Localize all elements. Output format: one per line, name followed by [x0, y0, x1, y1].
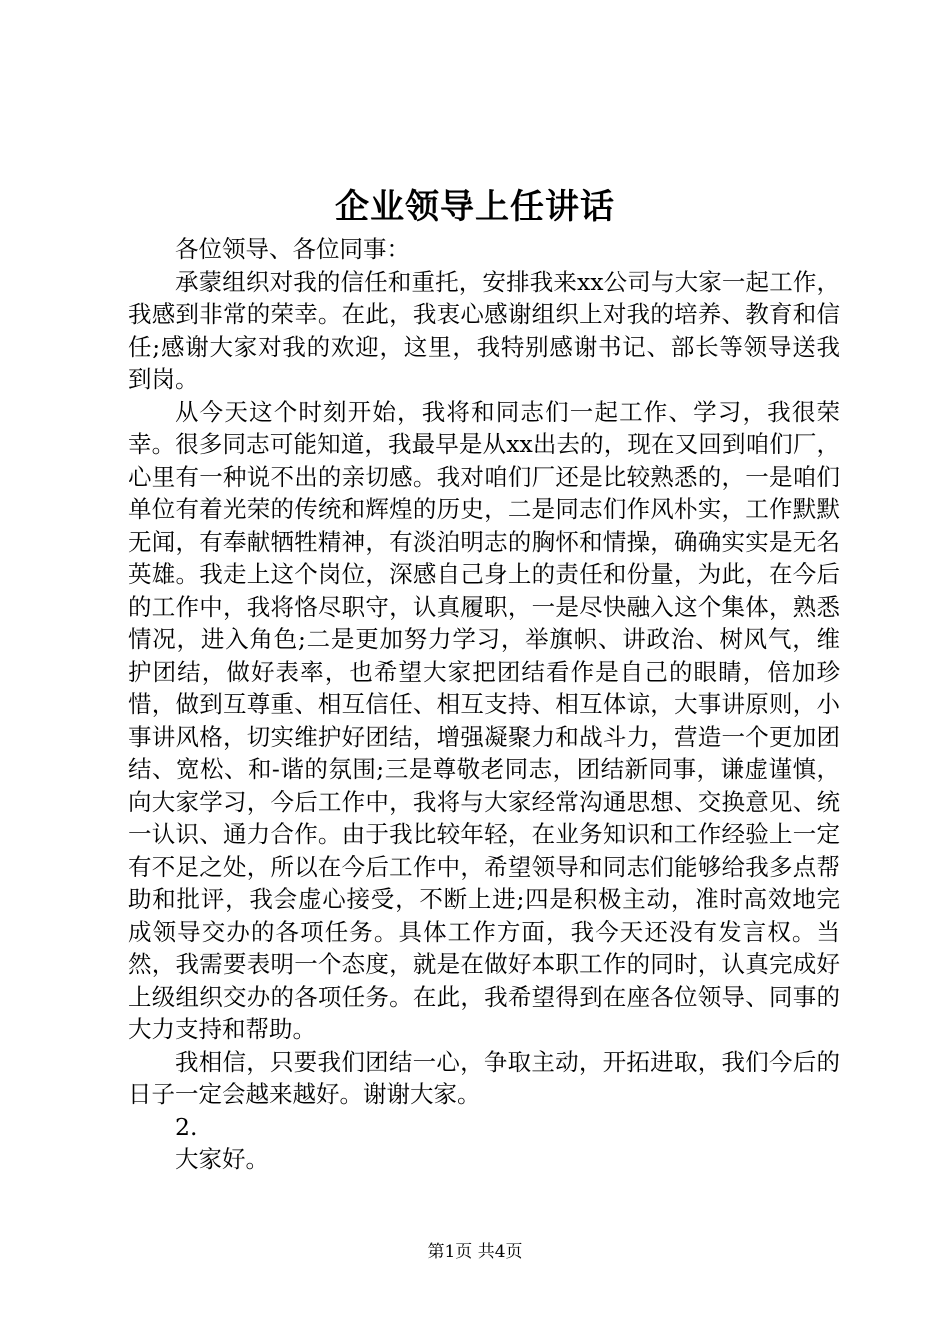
- paragraph-commitment: 从今天这个时刻开始，我将和同志们一起工作、学习，我很荣幸。很多同志可能知道，我最早是从xx出去的，现在又回到咱们厂，心里有一种说不出的亲切感。我对咱们厂还是比较熟悉的，一是咱们单位有着光荣的传统和辉煌的历史，二是同志们作风朴实，工作默默无闻，有奉献牺牲精神，有淡泊明志的胸怀和情操，确确实实是无名英雄。我走上这个岗位，深感自己身上的责任和份量，为此，在今后的工作中，我将恪尽职守，认真履职，一是尽快融入这个集体，熟悉情况，进入角色;二是更加努力学习，举旗帜、讲政治、树风气，维护团结，做好表率，也希望大家把团结看作是自己的眼睛，倍加珍惜，做到互尊重、相互信任、相互支持、相互体谅，大事讲原则，小事讲风格，切实维护好团结，增强凝聚力和战斗力，营造一个更加团结、宽松、和-谐的氛围;三是尊敬老同志，团结新同事，谦虚谨慎，向大家学习，今后工作中，我将与大家经常沟通思想、交换意见、统一认识、通力合作。由于我比较年轻，在业务知识和工作经验上一定有不足之处，所以在今后工作中，希望领导和同志们能够给我多点帮助和批评，我会虚心接受，不断上进;四是积极主动，准时高效地完成领导交办的各项任务。具体工作方面，我今天还没有发言权。当然，我需要表明一个态度，就是在做好本职工作的同时，认真完成好上级组织交办的各项任务。在此，我希望得到在座各位领导、同事的大力支持和帮助。: [128, 397, 840, 1043]
- paragraph-section-number: 2.: [175, 1112, 198, 1141]
- document-body: [128, 233, 840, 1176]
- page-footer: 第1页 共4页: [427, 1242, 523, 1262]
- paragraph-closing: 我相信，只要我们团结一心，争取主动，开拓进取，我们今后的日子一定会越来越好。谢谢大家。: [128, 1047, 840, 1108]
- paragraph-gratitude: 承蒙组织对我的信任和重托，安排我来xx公司与大家一起工作，我感到非常的荣幸。在此，我衷心感谢组织上对我的培养、教育和信任;感谢大家对我的欢迎，这里，我特别感谢书记、部长等领导送我到岗。: [128, 267, 840, 393]
- document-title: 企业领导上任讲话: [335, 187, 615, 227]
- paragraph-salutation: 各位领导、各位同事：: [175, 235, 410, 263]
- paragraph-greeting: 大家好。: [175, 1145, 269, 1173]
